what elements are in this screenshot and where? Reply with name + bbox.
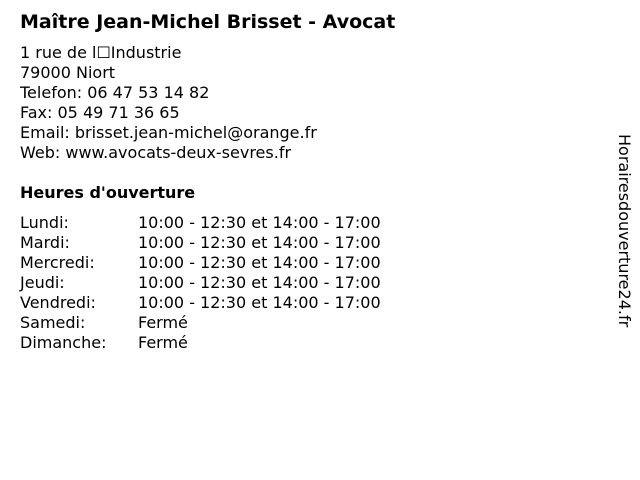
contact-info bbox=[20, 43, 317, 163]
phone-line bbox=[20, 83, 317, 103]
hours-row-saturday bbox=[20, 313, 381, 333]
fax-line bbox=[20, 103, 317, 123]
email-line bbox=[20, 123, 317, 143]
email-address: brisset.jean-michel@orange.fr bbox=[74, 123, 317, 142]
day-hours: 10:00 - 12:30 et 14:00 - 17:00 bbox=[138, 253, 381, 272]
hours-row-friday bbox=[20, 293, 381, 313]
opening-hours-table bbox=[20, 213, 381, 353]
day-label: Samedi: bbox=[20, 313, 86, 332]
day-hours: 10:00 - 12:30 et 14:00 - 17:00 bbox=[138, 273, 381, 292]
day-label: Mardi: bbox=[20, 233, 70, 252]
page-title: Maître Jean-Michel Brisset - Avocat bbox=[20, 11, 396, 33]
opening-hours-heading: Heures d'ouverture bbox=[20, 183, 196, 202]
day-label: Mercredi: bbox=[20, 253, 95, 272]
day-label: Vendredi: bbox=[20, 293, 96, 312]
address-street: 1 rue de l☐Industrie bbox=[20, 43, 182, 62]
hours-row-tuesday bbox=[20, 233, 381, 253]
day-hours: 10:00 - 12:30 et 14:00 - 17:00 bbox=[138, 233, 381, 252]
day-hours: 10:00 - 12:30 et 14:00 - 17:00 bbox=[138, 293, 381, 312]
phone-number: 06 47 53 14 82 bbox=[87, 83, 210, 102]
hours-row-wednesday bbox=[20, 253, 381, 273]
email-label: Email: bbox=[20, 123, 70, 142]
hours-row-sunday bbox=[20, 333, 381, 353]
phone-label: Telefon: bbox=[20, 83, 83, 102]
day-label: Dimanche: bbox=[20, 333, 107, 352]
fax-number: 05 49 71 36 65 bbox=[57, 103, 180, 122]
watermark-text: Horairesdouverture24.fr bbox=[615, 134, 634, 328]
hours-row-monday bbox=[20, 213, 381, 233]
hours-row-thursday bbox=[20, 273, 381, 293]
day-label: Lundi: bbox=[20, 213, 69, 232]
web-address: www.avocats-deux-sevres.fr bbox=[65, 143, 292, 162]
day-hours: Fermé bbox=[138, 313, 188, 332]
day-hours: 10:00 - 12:30 et 14:00 - 17:00 bbox=[138, 213, 381, 232]
address-city: 79000 Niort bbox=[20, 63, 116, 82]
day-hours: Fermé bbox=[138, 333, 188, 352]
fax-label: Fax: bbox=[20, 103, 53, 122]
day-label: Jeudi: bbox=[20, 273, 65, 292]
web-label: Web: bbox=[20, 143, 61, 162]
web-line bbox=[20, 143, 317, 163]
